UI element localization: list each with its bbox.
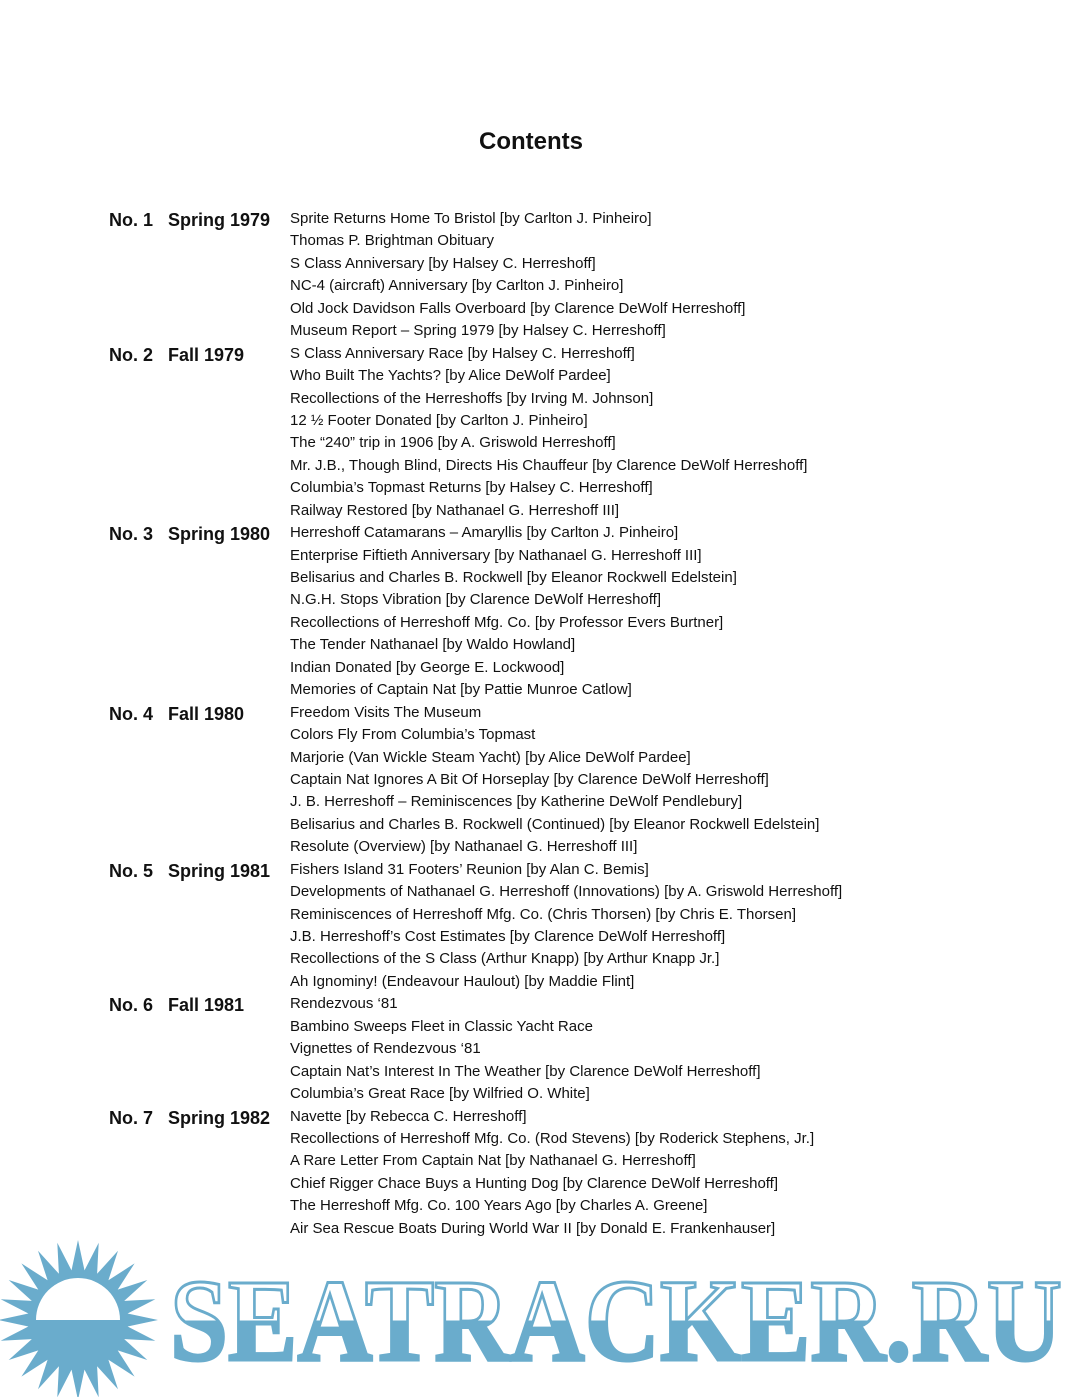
article-title: Rendezvous ‘81 bbox=[290, 995, 398, 1013]
issue-1 bbox=[109, 208, 842, 343]
article-title: Memories of Captain Nat [by Pattie Munroe Catlow] bbox=[290, 681, 632, 699]
article-title: S Class Anniversary [by Halsey C. Herreshoff] bbox=[290, 254, 596, 272]
article-title: J.B. Herreshoff’s Cost Estimates [by Clarence DeWolf Herreshoff] bbox=[290, 928, 726, 945]
issue-5 bbox=[109, 859, 842, 994]
article-title: Thomas P. Brightman Obituary bbox=[290, 232, 494, 250]
issue-number: No. 2 bbox=[109, 344, 154, 365]
issue-number: No. 4 bbox=[109, 703, 154, 724]
article-title: Marjorie (Van Wickle Steam Yacht) [by Alice DeWolf Pardee] bbox=[290, 748, 691, 766]
issue-season: Fall 1981 bbox=[168, 995, 245, 1016]
issue-6 bbox=[109, 993, 842, 1105]
article-title: Recollections of Herreshoff Mfg. Co. [by Professor Evers Burtner] bbox=[290, 613, 724, 631]
issue-3 bbox=[109, 522, 842, 702]
issue-number: No. 3 bbox=[109, 524, 154, 545]
article-title: Railway Restored [by Nathanael G. Herreshoff III] bbox=[290, 501, 620, 519]
issue-season: Spring 1981 bbox=[168, 860, 271, 881]
sun-icon bbox=[0, 1240, 158, 1397]
article-title: Indian Donated [by George E. Lockwood] bbox=[290, 658, 565, 676]
article-title: Captain Nat’s Interest In The Weather [by Clarence DeWolf Herreshoff] bbox=[290, 1062, 761, 1080]
article-title: Reminiscences of Herreshoff Mfg. Co. (Chris Thorsen) [by Chris E. Thorsen] bbox=[290, 905, 797, 923]
article-title: J. B. Herreshoff – Reminiscences [by Katherine DeWolf Pendlebury] bbox=[290, 793, 743, 811]
issue-season: Spring 1980 bbox=[168, 524, 271, 545]
article-title: Ah Ignominy! (Endeavour Haulout) [by Maddie Flint] bbox=[290, 972, 635, 990]
issue-season: Spring 1982 bbox=[168, 1107, 271, 1128]
issue-7 bbox=[109, 1106, 842, 1241]
article-list bbox=[290, 343, 807, 523]
article-title: Old Jock Davidson Falls Overboard [by Clarence DeWolf Herreshoff] bbox=[290, 299, 746, 317]
article-title: Museum Report – Spring 1979 [by Halsey C. Herreshoff] bbox=[290, 322, 666, 340]
article-list bbox=[290, 859, 842, 994]
table-of-contents bbox=[109, 208, 842, 1240]
article-title: Belisarius and Charles B. Rockwell (Continued) [by Eleanor Rockwell Edelstein] bbox=[290, 815, 820, 833]
watermark-logo bbox=[0, 1238, 1080, 1397]
issue-season: Spring 1979 bbox=[168, 210, 271, 230]
article-title: Enterprise Fiftieth Anniversary [by Nathanael G. Herreshoff III] bbox=[290, 546, 702, 564]
issue-number: No. 7 bbox=[109, 1107, 154, 1128]
article-title: Mr. J.B., Though Blind, Directs His Chauffeur [by Clarence DeWolf Herreshoff] bbox=[290, 456, 808, 474]
article-list bbox=[290, 702, 819, 859]
article-title: Developments of Nathanael G. Herreshoff (Innovations) [by A. Griswold Herreshoff] bbox=[290, 883, 843, 901]
article-title: Fishers Island 31 Footers’ Reunion [by Alan C. Bemis] bbox=[290, 860, 649, 878]
article-title: N.G.H. Stops Vibration [by Clarence DeWolf Herreshoff] bbox=[290, 591, 661, 609]
article-title: Chief Rigger Chace Buys a Hunting Dog [by Clarence DeWolf Herreshoff] bbox=[290, 1174, 779, 1192]
issue-2 bbox=[109, 343, 842, 523]
article-title: Colors Fly From Columbia’s Topmast bbox=[290, 726, 536, 744]
issue-number: No. 6 bbox=[109, 995, 154, 1016]
article-title: Resolute (Overview) [by Nathanael G. Herreshoff III] bbox=[290, 838, 638, 856]
article-title: The “240” trip in 1906 [by A. Griswold Herreshoff] bbox=[290, 434, 616, 452]
article-title: Air Sea Rescue Boats During World War II [by Donald E. Frankenhauser] bbox=[290, 1219, 776, 1237]
svg-text:SEATRACKER.RU: SEATRACKER.RU bbox=[170, 1255, 1062, 1386]
issue-4 bbox=[109, 702, 842, 859]
article-list bbox=[290, 1106, 814, 1241]
article-title: Herreshoff Catamarans – Amaryllis [by Carlton J. Pinheiro] bbox=[290, 524, 679, 542]
article-title: Navette [by Rebecca C. Herreshoff] bbox=[290, 1107, 527, 1125]
article-title: Freedom Visits The Museum bbox=[290, 703, 482, 721]
article-title: 12 ½ Footer Donated [by Carlton J. Pinheiro] bbox=[290, 411, 588, 429]
article-title: The Herreshoff Mfg. Co. 100 Years Ago [by Charles A. Greene] bbox=[290, 1197, 708, 1215]
article-title: Columbia’s Great Race [by Wilfried O. White] bbox=[290, 1085, 590, 1103]
article-list bbox=[290, 522, 737, 702]
issue-season: Fall 1979 bbox=[168, 344, 245, 365]
article-title: Bambino Sweeps Fleet in Classic Yacht Race bbox=[290, 1017, 593, 1035]
article-title: Belisarius and Charles B. Rockwell [by Eleanor Rockwell Edelstein] bbox=[290, 569, 737, 586]
article-title: Who Built The Yachts? [by Alice DeWolf Pardee] bbox=[290, 367, 611, 385]
article-title: Recollections of the S Class (Arthur Knapp) [by Arthur Knapp Jr.] bbox=[290, 950, 720, 968]
article-title: S Class Anniversary Race [by Halsey C. Herreshoff] bbox=[290, 344, 635, 362]
article-title: Captain Nat Ignores A Bit Of Horseplay [by Clarence DeWolf Herreshoff] bbox=[290, 770, 769, 788]
article-title: Columbia’s Topmast Returns [by Halsey C. Herreshoff] bbox=[290, 479, 653, 497]
page-title: Contents bbox=[479, 128, 583, 155]
article-title: Recollections of Herreshoff Mfg. Co. (Rod Stevens) [by Roderick Stephens, Jr.] bbox=[290, 1129, 815, 1147]
article-title: A Rare Letter From Captain Nat [by Nathanael G. Herreshoff] bbox=[290, 1152, 696, 1170]
article-title: The Tender Nathanael [by Waldo Howland] bbox=[290, 636, 576, 654]
issue-number: No. 1 bbox=[109, 210, 154, 230]
issue-season: Fall 1980 bbox=[168, 703, 245, 724]
article-list bbox=[290, 993, 761, 1105]
article-title: Recollections of the Herreshoffs [by Irving M. Johnson] bbox=[290, 389, 654, 407]
article-title: Sprite Returns Home To Bristol [by Carlton J. Pinheiro] bbox=[290, 210, 652, 227]
issue-number: No. 5 bbox=[109, 860, 154, 881]
article-title: Vignettes of Rendezvous ‘81 bbox=[290, 1040, 481, 1058]
article-list bbox=[290, 208, 745, 343]
article-title: NC-4 (aircraft) Anniversary [by Carlton J. Pinheiro] bbox=[290, 277, 624, 295]
